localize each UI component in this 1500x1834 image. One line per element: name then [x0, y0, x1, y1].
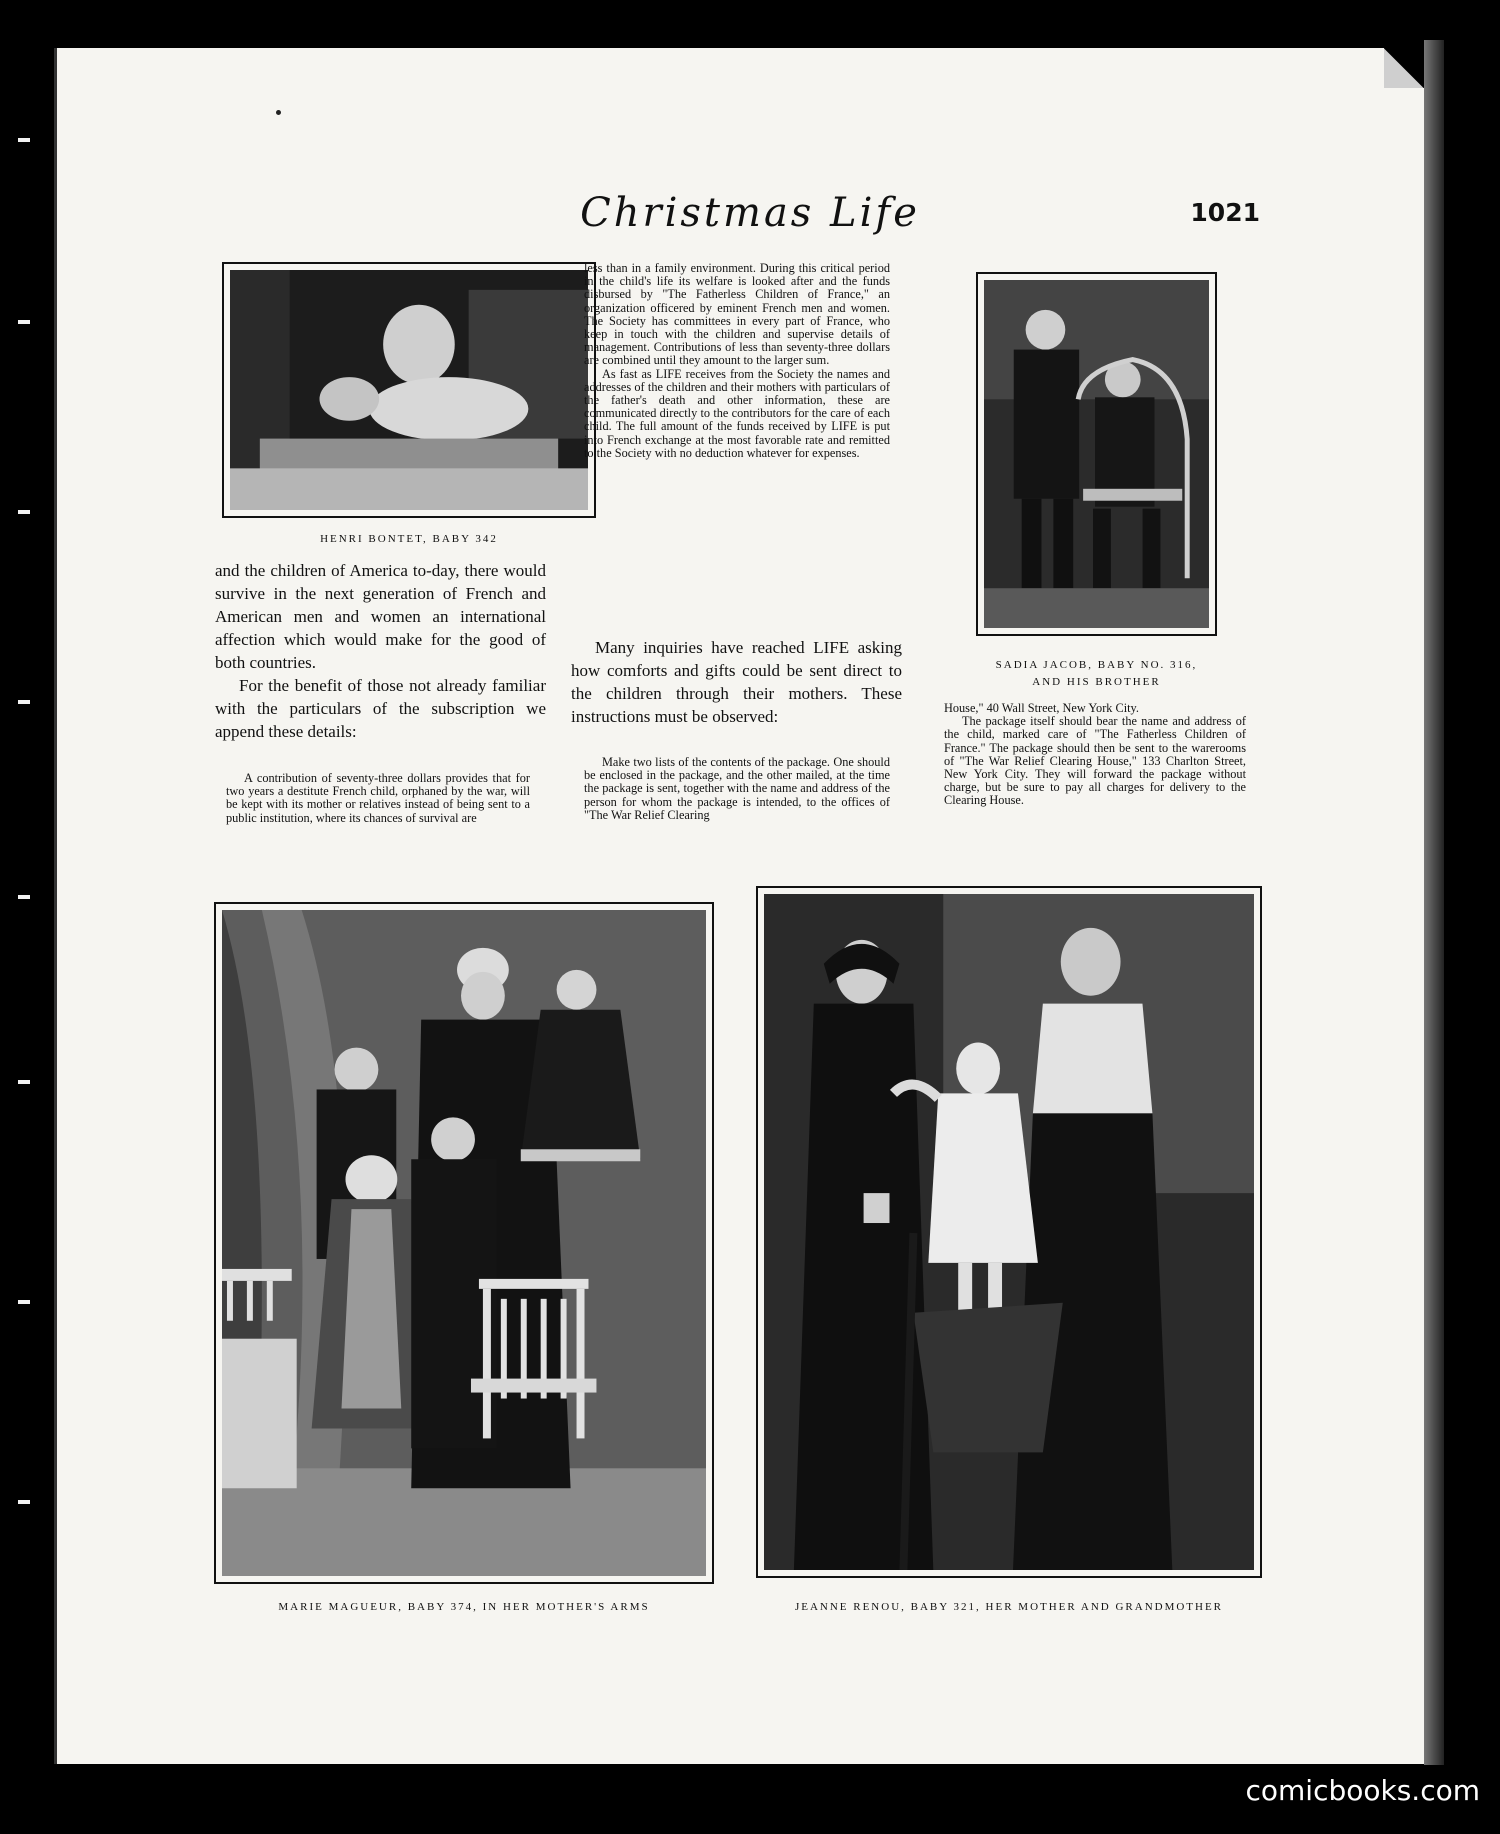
photo-caption-bontet: HENRI BONTET, BABY 342: [320, 533, 498, 545]
photo-henri-bontet: [222, 262, 596, 518]
photo-caption-jacob-line1: SADIA JACOB, BABY NO. 316,: [995, 659, 1198, 671]
scan-edge-mark: [18, 1300, 30, 1304]
photo-caption-renou: JEANNE RENOU, BABY 321, HER MOTHER AND GRANDMOTHER: [794, 1601, 1224, 1613]
fine-paragraph: The package itself should bear the name and address of the child, marked care of "The Fatherless Children of France." The package should then be sent to the warerooms of "The War Relief Clearing House," 133 Charlton Street, New York City. They will forward the package without charge, but be sure to pay all charges for delivery to the Clearing House.: [944, 714, 1246, 808]
folded-corner: [1384, 48, 1424, 88]
photo-caption-magueur: MARIE MAGUEUR, BABY 374, IN HER MOTHER'S ARMS: [278, 1601, 650, 1613]
scan-edge-mark: [18, 700, 30, 704]
column-2-fine-print-bottom: [584, 756, 890, 822]
fine-paragraph: less than in a family environment. During this critical period in the child's life its welfare is looked after and the funds disbursed by "The Fatherless Children of France," an organization officered by eminent French men and women. The Society has committees in every part of France, who keep in touch with the children and supervise details of management. Contributions of less than seventy-three dollars are combined until they amount to the larger sum.: [584, 261, 890, 368]
fine-paragraph: As fast as LIFE receives from the Society the names and addresses of the children and their mothers with particulars of the father's death and other information, these are communicated directly to the contributors for the care of each child. The full amount of the funds received by LIFE is put into French exchange at the most favorable rate and remitted to the Society with no deduction whatever for expenses.: [584, 366, 890, 460]
fine-paragraph: Make two lists of the contents of the package. One should be enclosed in the package, and the other mailed, at the time the package is sent, together with the name and address of the person for whom the package is intended, to the offices of "The War Relief Clearing: [584, 755, 890, 822]
speck: [276, 110, 281, 115]
running-head: Christmas Life: [580, 190, 920, 236]
scan-edge-mark: [18, 895, 30, 899]
mother-grandmother-photo-illustration: [764, 894, 1254, 1570]
site-watermark: comicbooks.com: [1245, 1774, 1480, 1807]
scan-edge-mark: [18, 320, 30, 324]
column-2-fine-print-top: [584, 262, 890, 460]
paragraph: For the benefit of those not already familiar with the particulars of the subscription we append these details:: [215, 676, 546, 741]
scan-edge-mark: [18, 1500, 30, 1504]
column-1-fine-print: [226, 772, 530, 825]
photo-jeanne-renou: [756, 886, 1262, 1578]
photo-sadia-jacob: [976, 272, 1217, 636]
paragraph: Many inquiries have reached LIFE asking how comforts and gifts could be sent direct to the children through their mothers. These instructions must be observed:: [571, 638, 902, 726]
column-2: [571, 636, 902, 728]
scan-edge-mark: [18, 138, 30, 142]
fine-paragraph: A contribution of seventy-three dollars provides that for two years a destitute French child, orphaned by the war, will be kept with its mother or relatives instead of being sent to a public institution, where its chances of survival are: [226, 771, 530, 825]
page-number: 1021: [1190, 198, 1260, 227]
paragraph: and the children of America to-day, there would survive in the next generation of French and American men and women an international affection which would make for the good of both countries.: [215, 561, 546, 672]
family-photo-illustration: [222, 910, 706, 1576]
photo-marie-magueur: [214, 902, 714, 1584]
fine-paragraph: House," 40 Wall Street, New York City.: [944, 701, 1139, 715]
scan-edge-mark: [18, 510, 30, 514]
page-gutter: [54, 48, 57, 1764]
column-1: [215, 559, 546, 743]
column-3-fine-print: [944, 702, 1246, 808]
page-edge-shadow: [1424, 40, 1444, 1765]
scan-edge-mark: [18, 1080, 30, 1084]
brothers-photo-illustration: [984, 280, 1209, 628]
photo-caption-jacob-line2: AND HIS BROTHER: [1032, 676, 1161, 688]
baby-photo-illustration: [230, 270, 588, 510]
